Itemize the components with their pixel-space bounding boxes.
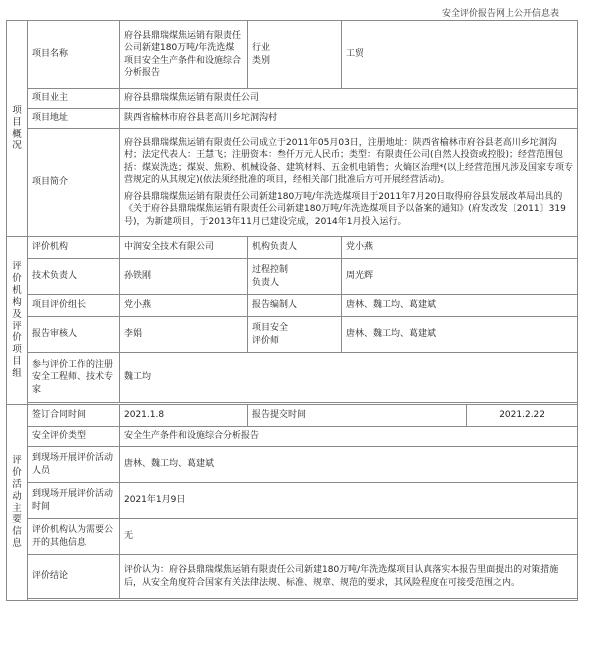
team-leader-value: 党小燕 <box>120 295 248 317</box>
project-name-label: 项目名称 <box>28 21 120 89</box>
other-info-value: 无 <box>120 519 578 555</box>
contract-date-value: 2021.1.8 <box>120 405 248 427</box>
engineers-row <box>7 353 578 403</box>
leader-row <box>7 295 578 317</box>
industry-value: 工贸 <box>342 21 578 89</box>
conclusion-value: 评价认为：府谷县鼎瑞煤焦运销有限责任公司新建180万吨/年洗选煤项目认真落实本报告里面提出的对策措施后，从安全角度符合国家有关法律法规、标准、规章、规范的要求，其风险程度在可接受范围之内。 <box>120 555 578 599</box>
onsite-people-row <box>7 447 578 483</box>
team-leader-label: 项目评价组长 <box>28 295 120 317</box>
report-writer-label: 报告编制人 <box>248 295 342 317</box>
eval-type-value: 安全生产条件和设施综合分析报告 <box>120 427 578 447</box>
org-label: 评价机构 <box>28 237 120 259</box>
project-address-value: 陕西省榆林市府谷县老高川乡坨洞沟村 <box>120 109 578 129</box>
project-name-value: 府谷县鼎瑞煤焦运销有限责任公司新建180万吨/年洗选煤项目安全生产条件和设施综合分析报告 <box>120 21 248 89</box>
industry-label: 行业 类别 <box>248 21 342 89</box>
tech-lead-label: 技术负责人 <box>28 259 120 295</box>
evaluators-label: 项目安全 评价师 <box>248 317 342 353</box>
activity-spacer-row <box>7 599 578 601</box>
onsite-time-row <box>7 483 578 519</box>
engineers-label: 参与评价工作的注册安全工程师、技术专家 <box>28 353 120 403</box>
onsite-people-label: 到现场开展评价活动人员 <box>28 447 120 483</box>
project-owner-label: 项目业主 <box>28 89 120 109</box>
engineers-value: 魏工均 <box>120 353 578 403</box>
conclusion-label: 评价结论 <box>28 555 120 599</box>
submit-date-label: 报告提交时间 <box>248 405 467 427</box>
other-info-row <box>7 519 578 555</box>
eval-type-row <box>7 427 578 447</box>
project-owner-value: 府谷县鼎瑞煤焦运销有限责任公司 <box>120 89 578 109</box>
project-address-row <box>7 109 578 129</box>
project-address-label: 项目地址 <box>28 109 120 129</box>
reviewer-label: 报告审核人 <box>28 317 120 353</box>
project-name-row <box>7 21 578 89</box>
eval-type-label: 安全评价类型 <box>28 427 120 447</box>
project-intro-row <box>7 129 578 237</box>
onsite-time-label: 到现场开展评价活动时间 <box>28 483 120 519</box>
project-intro-paragraph-2: 府谷县鼎瑞煤焦运销有限责任公司新建180万吨/年洗选煤项目于2011年7月20日取得府谷县发展改革局出具的《关于府谷县鼎瑞煤焦运销有限责任公司新建180万吨/年洗选煤项目予以备案的通知》(府发改发〔2011〕319号)，为新建项目，于2013年11月已建设完成，2014年1月投入运行。 <box>124 191 566 227</box>
public-info-table <box>6 20 578 601</box>
other-info-label: 评价机构认为需要公开的其他信息 <box>28 519 120 555</box>
section-label-activity: 评 价 活 动 主 要 信息 <box>7 405 28 601</box>
onsite-time-value: 2021年1月9日 <box>120 483 578 519</box>
report-writer-value: 唐林、魏工均、葛建斌 <box>342 295 578 317</box>
org-row <box>7 237 578 259</box>
conclusion-row <box>7 555 578 599</box>
tech-row <box>7 259 578 295</box>
project-intro-paragraph-1: 府谷县鼎瑞煤焦运销有限责任公司成立于2011年05月03日，注册地址：陕西省榆林市府谷县老高川乡坨洞沟村；法定代表人：王慧飞；注册资本：叁仟万元人民币；类型：有限责任公司(自然人投资或控股)；经营范围包括：煤炭洗选；煤炭、焦粉、机械设备、建筑材料、五金机电销售；火熵区治理*(以上经营范围凡涉及国家专项专营规定的从其规定)(依法须经批准的项目，经相关部门批准后方可开展经营活动)。 <box>124 138 574 186</box>
document-title: 安全评价报告网上公开信息表 <box>441 9 559 19</box>
tech-lead-value: 孙铁刚 <box>120 259 248 295</box>
org-head-label: 机构负责人 <box>248 237 342 259</box>
project-intro-label: 项目简介 <box>28 129 120 237</box>
section-label-org: 评 价 机 构 及 评 价 项 目 组 <box>7 237 28 405</box>
activity-spacer-cell <box>28 599 578 601</box>
contract-date-label: 签订合同时间 <box>28 405 120 427</box>
process-lead-label: 过程控制 负责人 <box>248 259 342 295</box>
onsite-people-value: 唐林、魏工均、葛建斌 <box>120 447 578 483</box>
section-label-overview: 项目 概况 <box>7 21 28 237</box>
evaluators-value: 唐林、魏工均、葛建斌 <box>342 317 578 353</box>
contract-row <box>7 405 578 427</box>
process-lead-value: 周光辉 <box>342 259 578 295</box>
org-value: 中润安全技术有限公司 <box>120 237 248 259</box>
project-owner-row <box>7 89 578 109</box>
reviewer-row <box>7 317 578 353</box>
org-head-value: 党小燕 <box>342 237 578 259</box>
reviewer-value: 李娟 <box>120 317 248 353</box>
project-intro-value <box>120 129 578 237</box>
submit-date-value: 2021.2.22 <box>467 405 578 427</box>
